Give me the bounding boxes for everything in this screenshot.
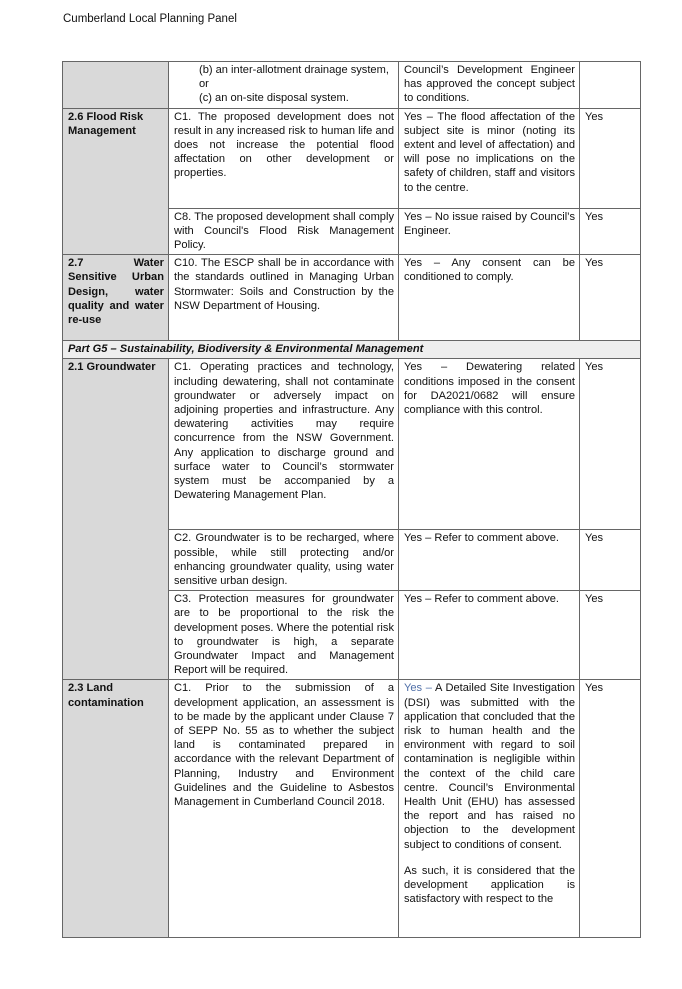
- comment-cell: Yes – Refer to comment above.: [399, 591, 580, 680]
- complies-cell: [580, 62, 641, 109]
- table-row: [63, 62, 641, 109]
- comment-text: A Detailed Site Investigation (DSI) was submitted with the application that concluded that the risk to human health and the environment with regard to soil contamination is negligible within the context of the child care centre. Council’s Environmental Health Unit (EHU) has assessed the report and has raised no objection to the development subject to conditions of consent.: [404, 682, 575, 851]
- topic-cell: 2.6 Flood Risk Management: [63, 108, 169, 255]
- complies-cell: Yes: [580, 591, 641, 680]
- topic-cell: [63, 62, 169, 109]
- topic-cell: 2.3 Land contamination: [63, 680, 169, 938]
- control-cell: (b) an inter-allotment drainage system, or (c) an on-site disposal system.: [169, 62, 399, 109]
- control-cell: C3. Protection measures for groundwater are to be proportional to the risk the development poses. Where the potential risk to groundwater is high, a separate Groundwater Impact and Management Report will be required.: [169, 591, 399, 680]
- complies-cell: Yes: [580, 359, 641, 530]
- table-row: [63, 255, 641, 341]
- complies-cell: Yes: [580, 530, 641, 591]
- comment-lead: Yes: [404, 682, 423, 695]
- comment-cell: Yes – The flood affectation of the subject site is minor (noting its extent and level of affectation) and will pose no implications on the safety of children, staff and visitors to the centre.: [399, 108, 580, 208]
- page-header: Cumberland Local Planning Panel: [63, 13, 237, 25]
- control-cell: C10. The ESCP shall be in accordance with the standards outlined in Managing Urban Stormwater: Soils and Construction by the NSW Department of Housing.: [169, 255, 399, 341]
- comment-cell: Yes – Refer to comment above.: [399, 530, 580, 591]
- comment-cell: Council’s Development Engineer has approved the concept subject to conditions.: [399, 62, 580, 109]
- control-cell: C2. Groundwater is to be recharged, where possible, while still protecting and/or enhancing groundwater quality, using water sensitive urban design.: [169, 530, 399, 591]
- section-row: [63, 341, 641, 359]
- comment-paragraph: As such, it is considered that the development application is satisfactory with respect to the: [404, 864, 575, 906]
- comment-cell: [399, 680, 580, 938]
- control-cell: C1. Operating practices and technology, including dewatering, shall not contaminate groundwater or adversely impact on adjoining properties and infrastructure. Any dewatering activities may require concurrence from the NSW Government. Any application to discharge ground and surface water to Council’s stormwater system must be accompanied by a Dewatering Management Plan.: [169, 359, 399, 530]
- table-row: [63, 108, 641, 208]
- table-row: [63, 680, 641, 938]
- table-row: [63, 359, 641, 530]
- complies-cell: Yes: [580, 208, 641, 255]
- control-cell: C1. The proposed development does not result in any increased risk to human life and does not increase the potential flood affectation on other development or properties.: [169, 108, 399, 208]
- complies-cell: Yes: [580, 108, 641, 208]
- topic-cell: 2.7 Water Sensitive Urban Design, water quality and water re-use: [63, 255, 169, 341]
- comment-cell: Yes – No issue raised by Council’s Engineer.: [399, 208, 580, 255]
- comment-dash: –: [422, 682, 436, 695]
- comment-cell: Yes – Any consent can be conditioned to comply.: [399, 255, 580, 341]
- assessment-table: [62, 61, 641, 938]
- complies-cell: Yes: [580, 680, 641, 938]
- section-heading: Part G5 – Sustainability, Biodiversity & Environmental Management: [63, 341, 641, 359]
- complies-cell: Yes: [580, 255, 641, 341]
- control-cell: C1. Prior to the submission of a development application, an assessment is to be made by the applicant under Clause 7 of SEPP No. 55 as to whether the subject land is contaminated prepared in accordance with the relevant Department of Planning, Industry and Environment Guidelines and the Guideline to Asbestos Management in Cumberland Council 2018.: [169, 680, 399, 938]
- control-cell: C8. The proposed development shall comply with Council's Flood Risk Management Policy.: [169, 208, 399, 255]
- comment-cell: Yes – Dewatering related conditions imposed in the consent for DA2021/0682 will ensure compliance with this control.: [399, 359, 580, 530]
- topic-cell: 2.1 Groundwater: [63, 359, 169, 680]
- comment-paragraph: [404, 681, 575, 851]
